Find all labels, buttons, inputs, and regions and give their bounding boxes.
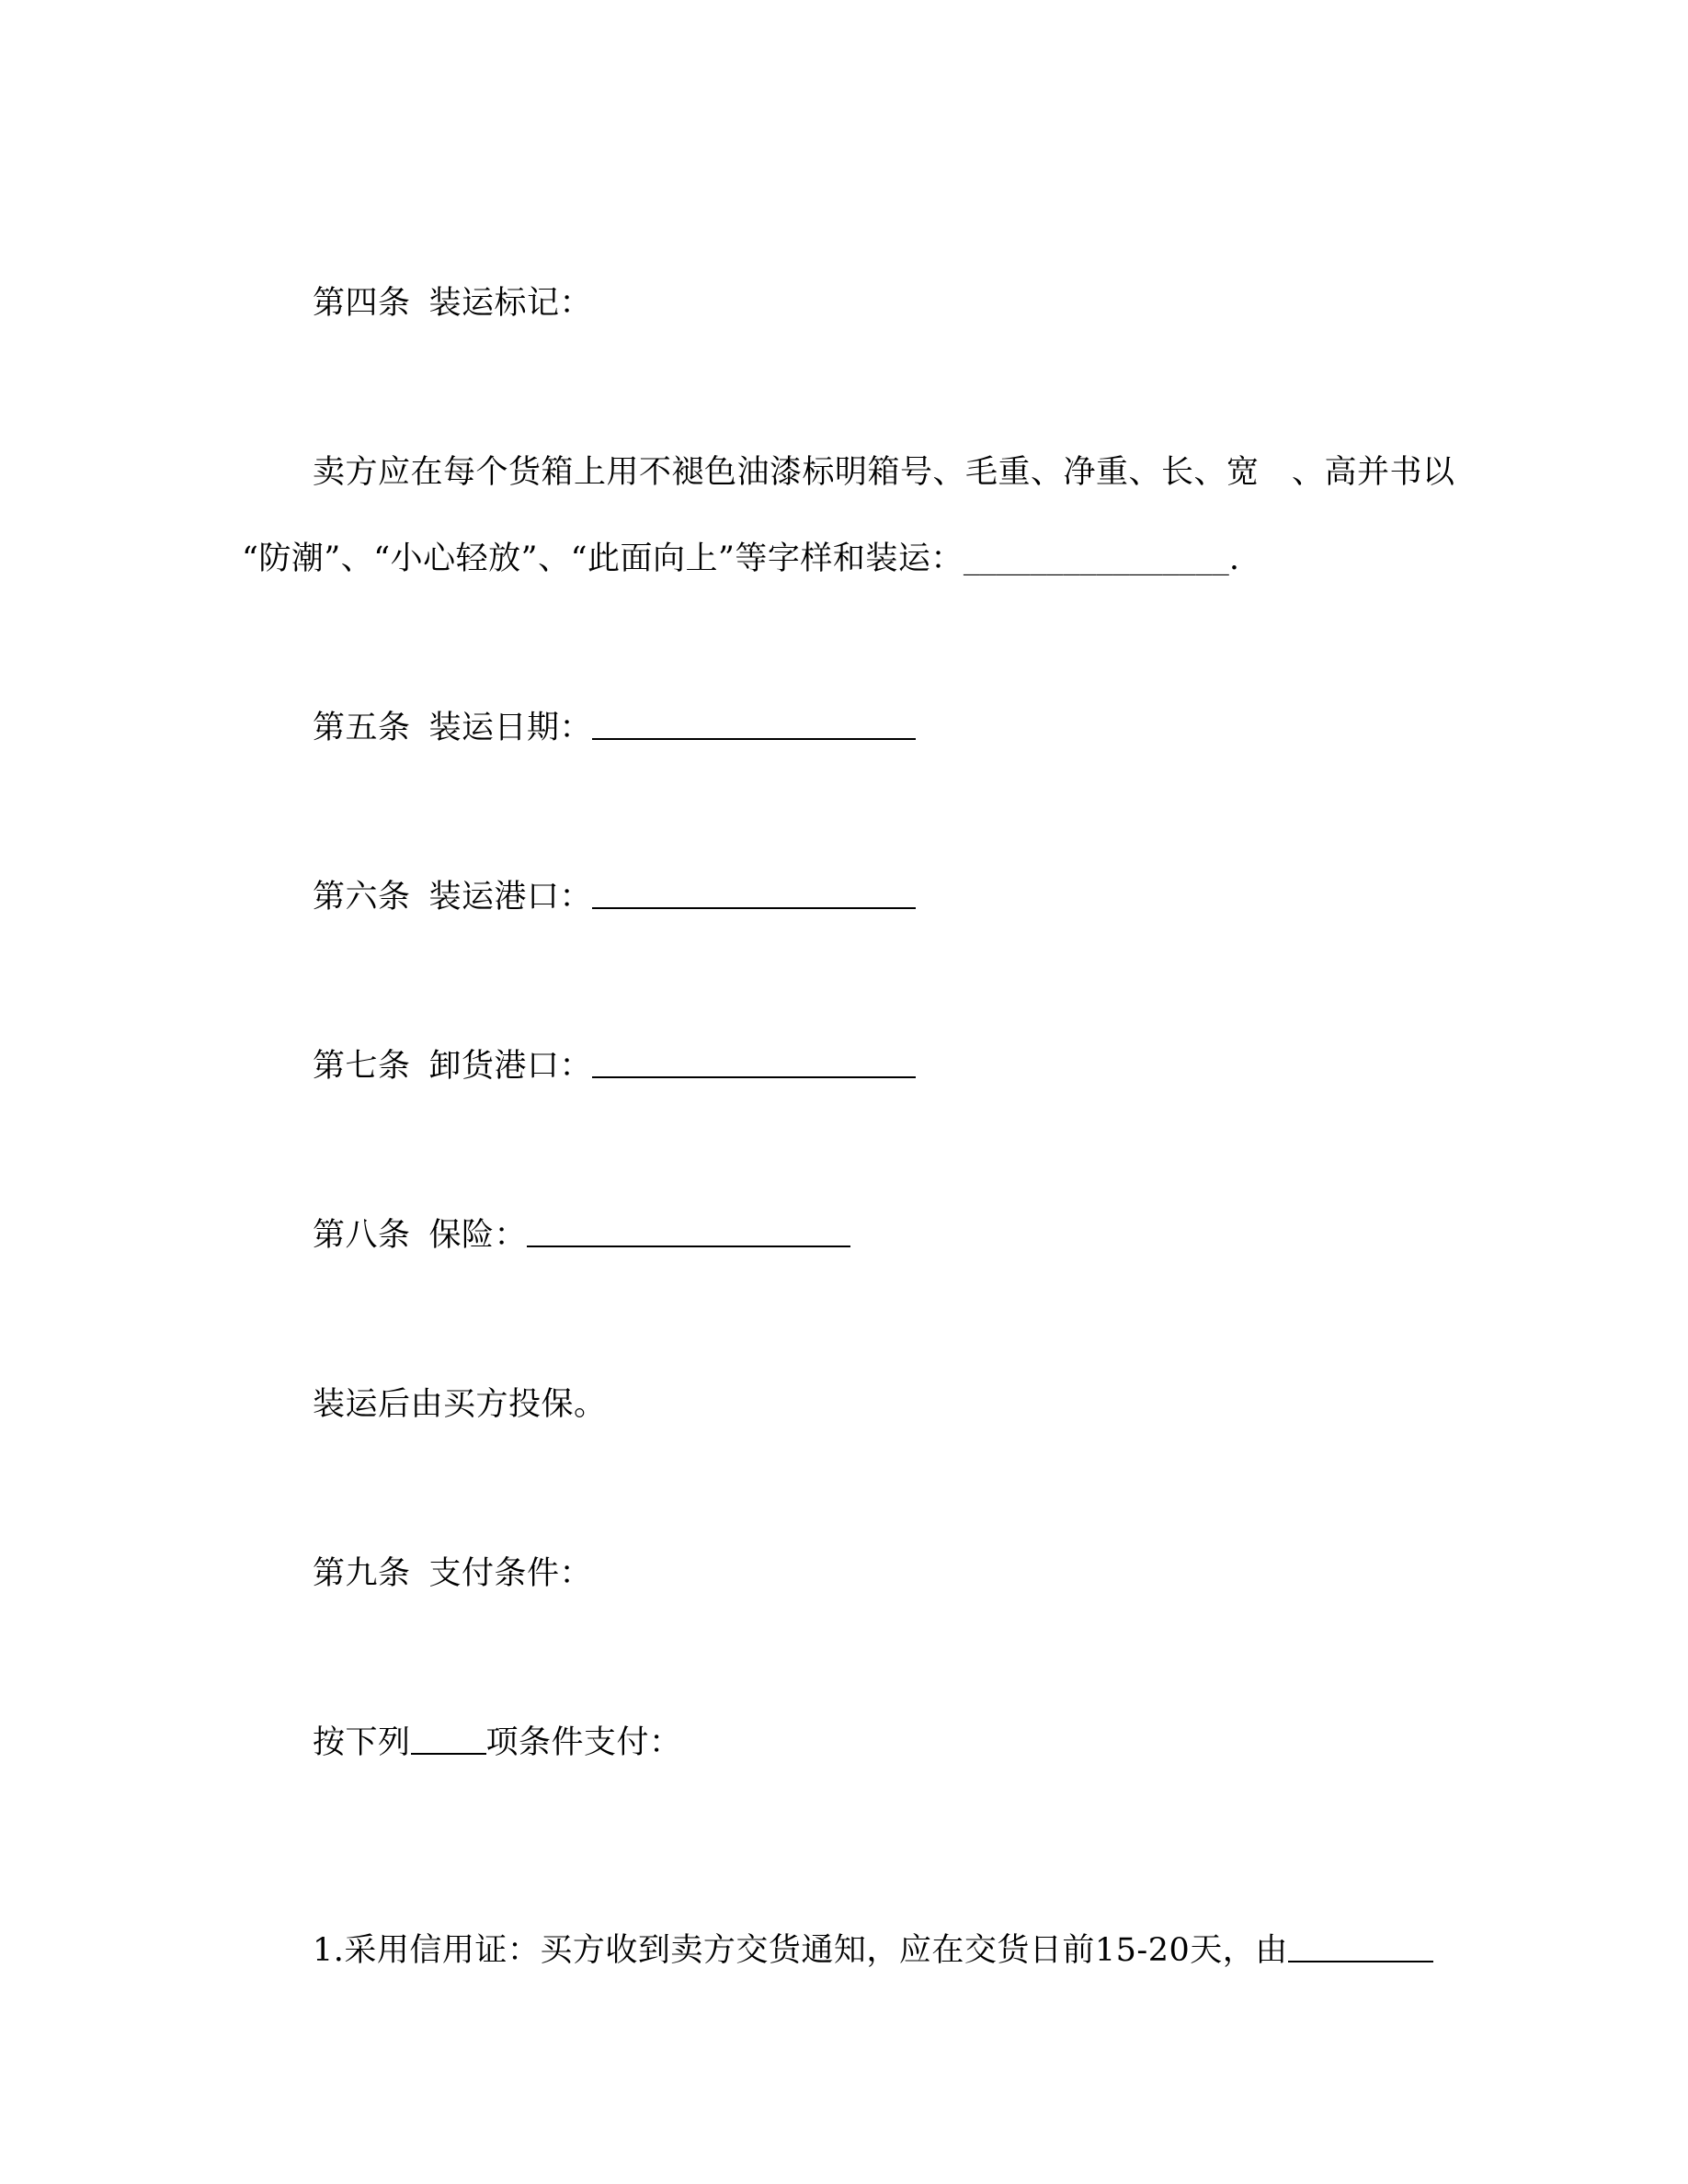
- fill-in-blank: [592, 711, 916, 740]
- article-9-payment-terms: [313, 1552, 592, 1596]
- article-title: 保险：: [428, 1217, 528, 1254]
- payment-item-1: [313, 1928, 1433, 1973]
- insurance-note: 装运后由买方投保。: [313, 1386, 607, 1423]
- article-title: 装运标记：: [428, 285, 593, 322]
- article-8-insurance: [313, 1213, 850, 1257]
- shipping-marks-text: “防潮”、“小心轻放”、“此面向上”等字样和装运：: [242, 540, 964, 577]
- article-number: 第六条: [313, 879, 411, 916]
- article-6-loading-port: [313, 875, 916, 919]
- fill-in-blank: [527, 1218, 850, 1247]
- fill-in-blank: [592, 880, 916, 909]
- article-4-heading: [313, 281, 592, 325]
- payment-intro: [313, 1721, 682, 1765]
- article-number: 第五条: [313, 710, 411, 746]
- article-number: 第九条: [313, 1555, 411, 1592]
- payment-intro-before: 按下列: [313, 1724, 411, 1761]
- article-number: 第四条: [313, 285, 411, 322]
- payment-intro-after: 项条件支付：: [485, 1724, 682, 1761]
- article-number: 第七条: [313, 1048, 411, 1085]
- payment-item-1-text: 1.采用信用证：买方收到卖方交货通知，应在交货日前15-20天，由: [313, 1932, 1288, 1969]
- fill-in-blank: [1288, 1933, 1433, 1962]
- article-4-body-line-1: 卖方应在每个货箱上用不褪色油漆标明箱号、毛重、净重、长、宽 、高并书以: [313, 454, 1455, 491]
- article-title: 卸货港口：: [428, 1048, 593, 1085]
- article-4-body-line-2: [242, 537, 1240, 583]
- article-5-shipment-date: [313, 706, 916, 750]
- article-title: 装运日期：: [428, 710, 593, 746]
- sentence-end: .: [1228, 540, 1240, 577]
- fill-in-blank: [411, 1725, 486, 1755]
- article-7-discharge-port: [313, 1044, 916, 1088]
- shipping-marks-blank: ________________: [963, 544, 1229, 576]
- article-number: 第八条: [313, 1217, 411, 1254]
- fill-in-blank: [592, 1049, 916, 1078]
- article-title: 支付条件：: [428, 1555, 593, 1592]
- article-title: 装运港口：: [428, 879, 593, 916]
